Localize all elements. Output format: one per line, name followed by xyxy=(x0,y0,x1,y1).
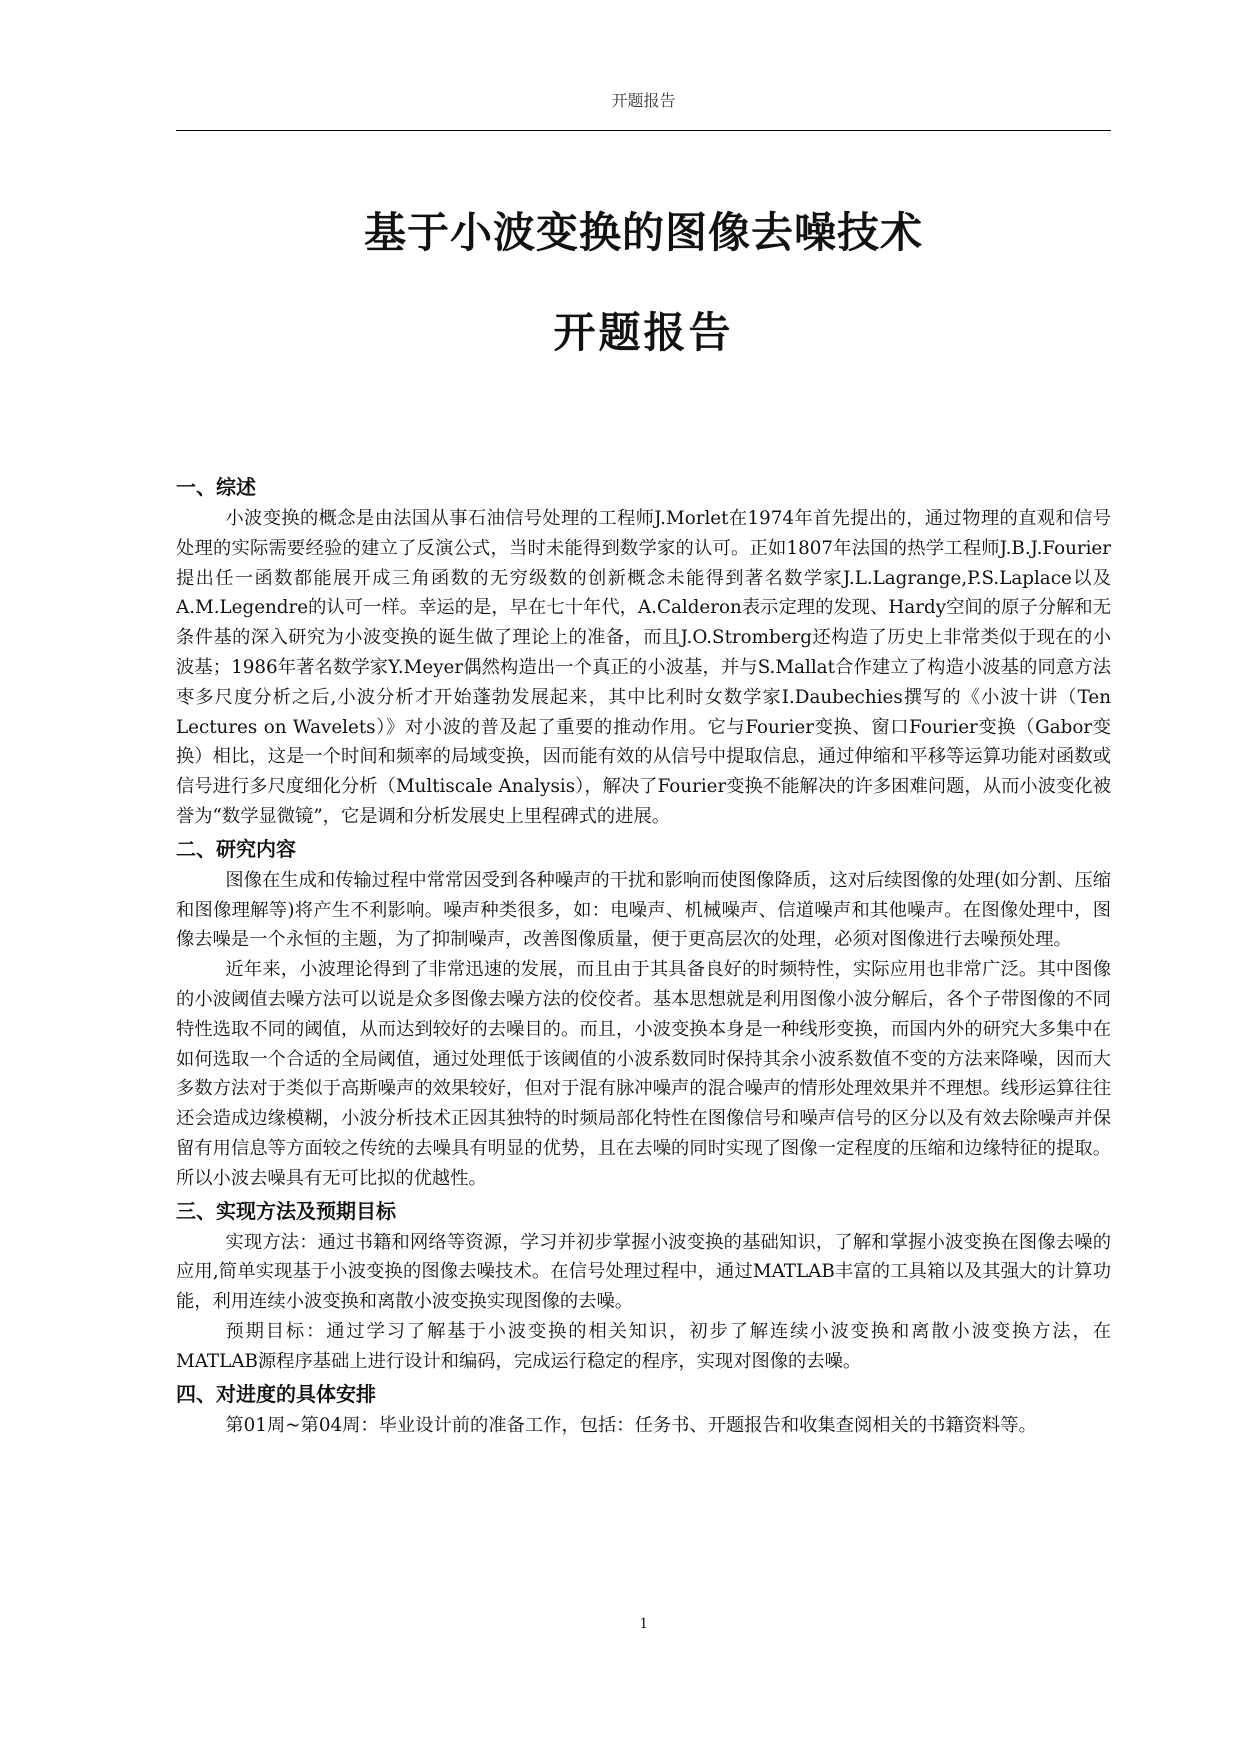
section-research-content xyxy=(176,832,1111,1194)
section-methods-goals xyxy=(176,1194,1111,1377)
document-title: 基于小波变换的图像去噪技术 xyxy=(363,208,923,257)
paragraph: 实现方法：通过书籍和网络等资源，学习并初步掌握小波变换的基础知识，了解和掌握小波变换在图像去噪的应用,简单实现基于小波变换的图像去噪技术。在信号处理过程中，通过MATLAB丰富的工具箱以及其强大的计算功能，利用连续小波变换和离散小波变换实现图像的去噪。 xyxy=(176,1231,1111,1313)
paragraph: 近年来，小波理论得到了非常迅速的发展，而且由于其具备良好的时频特性，实际应用也非常广泛。其中图像的小波阈值去噪方法可以说是众多图像去噪方法的佼佼者。基本思想就是利用图像小波分解后，各个子带图像的不同特性选取不同的阈值，从而达到较好的去噪目的。而且，小波变换本身是一种线形变换，而国内外的研究大多集中在如何选取一个合适的全局阈值，通过处理低于该阈值的小波系数同时保持其余小波系数值不变的方法来降噪，因而大多数方法对于类似于高斯噪声的效果较好，但对于混有脉冲噪声的混合噪声的情形处理效果并不理想。线形运算往往还会造成边缘模糊，小波分析技术正因其独特的时频局部化特性在图像信号和噪声信号的区分以及有效去除噪声并保留有用信息等方面较之传统的去噪具有明显的优势，且在去噪的同时实现了图像一定程度的压缩和边缘特征的提取。所以小波去噪具有无可比拟的优越性。 xyxy=(176,959,1111,1189)
section-heading: 四、对进度的具体安排 xyxy=(176,1381,376,1406)
section-heading: 一、综述 xyxy=(176,475,256,499)
paragraph: 图像在生成和传输过程中常常因受到各种噪声的干扰和影响而使图像降质，这对后续图像的处理(如分割、压缩和图像理解等)将产生不利影响。噪声种类很多，如：电噪声、机械噪声、信道噪声和其他噪声。在图像处理中，图像去噪是一个永恒的主题，为了抑制噪声，改善图像质量，便于更高层次的处理，必须对图像进行去噪预处理。 xyxy=(176,869,1111,951)
section-schedule xyxy=(176,1377,1111,1441)
paragraph: 小波变换的概念是由法国从事石油信号处理的工程师J.Morlet在1974年首先提出的，通过物理的直观和信号处理的实际需要经验的建立了反演公式，当时未能得到数学家的认可。正如1807年法国的热学工程师J.B.J.Fourier提出任一函数都能展开成三角函数的无穷级数的创新概念未能得到著名数学家J.L.Lagrange,P.S.Laplace以及A.M.Legendre的认可一样。幸运的是，早在七十年代，A.Calderon表示定理的发现、Hardy空间的原子分解和无条件基的深入研究为小波变换的诞生做了理论上的准备，而且J.O.Stromberg还构造了历史上非常类似于现在的小波基；1986年著名数学家Y.Meyer偶然构造出一个真正的小波基，并与S.Mallat合作建立了构造小波基的同意方法枣多尺度分析之后,小波分析才开始蓬勃发展起来，其中比利时女数学家I.Daubechies撰写的《小波十讲（Ten Lectures on Wavelets）》对小波的普及起了重要的推动作用。它与Fourier变换、窗口Fourier变换（Gabor变换）相比，这是一个时间和频率的局域变换，因而能有效的从信号中提取信息，通过伸缩和平移等运算功能对函数或信号进行多尺度细化分析（Multiscale Analysis），解决了Fourier变换不能解决的许多困难问题，从而小波变化被誉为“数学显微镜”，它是调和分析发展史上里程碑式的进展。 xyxy=(176,508,1111,827)
section-overview xyxy=(176,470,1111,832)
header-rule xyxy=(176,130,1111,131)
running-header: 开题报告 xyxy=(611,91,676,110)
section-heading: 二、研究内容 xyxy=(176,836,296,861)
page-number: 1 xyxy=(639,1615,648,1632)
section-heading: 三、实现方法及预期目标 xyxy=(176,1198,396,1223)
document-body xyxy=(176,470,1111,1440)
paragraph: 预期目标：通过学习了解基于小波变换的相关知识，初步了解连续小波变换和离散小波变换方法，在MATLAB源程序基础上进行设计和编码，完成运行稳定的程序，实现对图像的去噪。 xyxy=(176,1320,1111,1372)
document-subtitle: 开题报告 xyxy=(553,308,734,357)
paragraph: 第01周~第04周：毕业设计前的准备工作，包括：任务书、开题报告和收集查阅相关的书籍资料等。 xyxy=(225,1414,1037,1436)
